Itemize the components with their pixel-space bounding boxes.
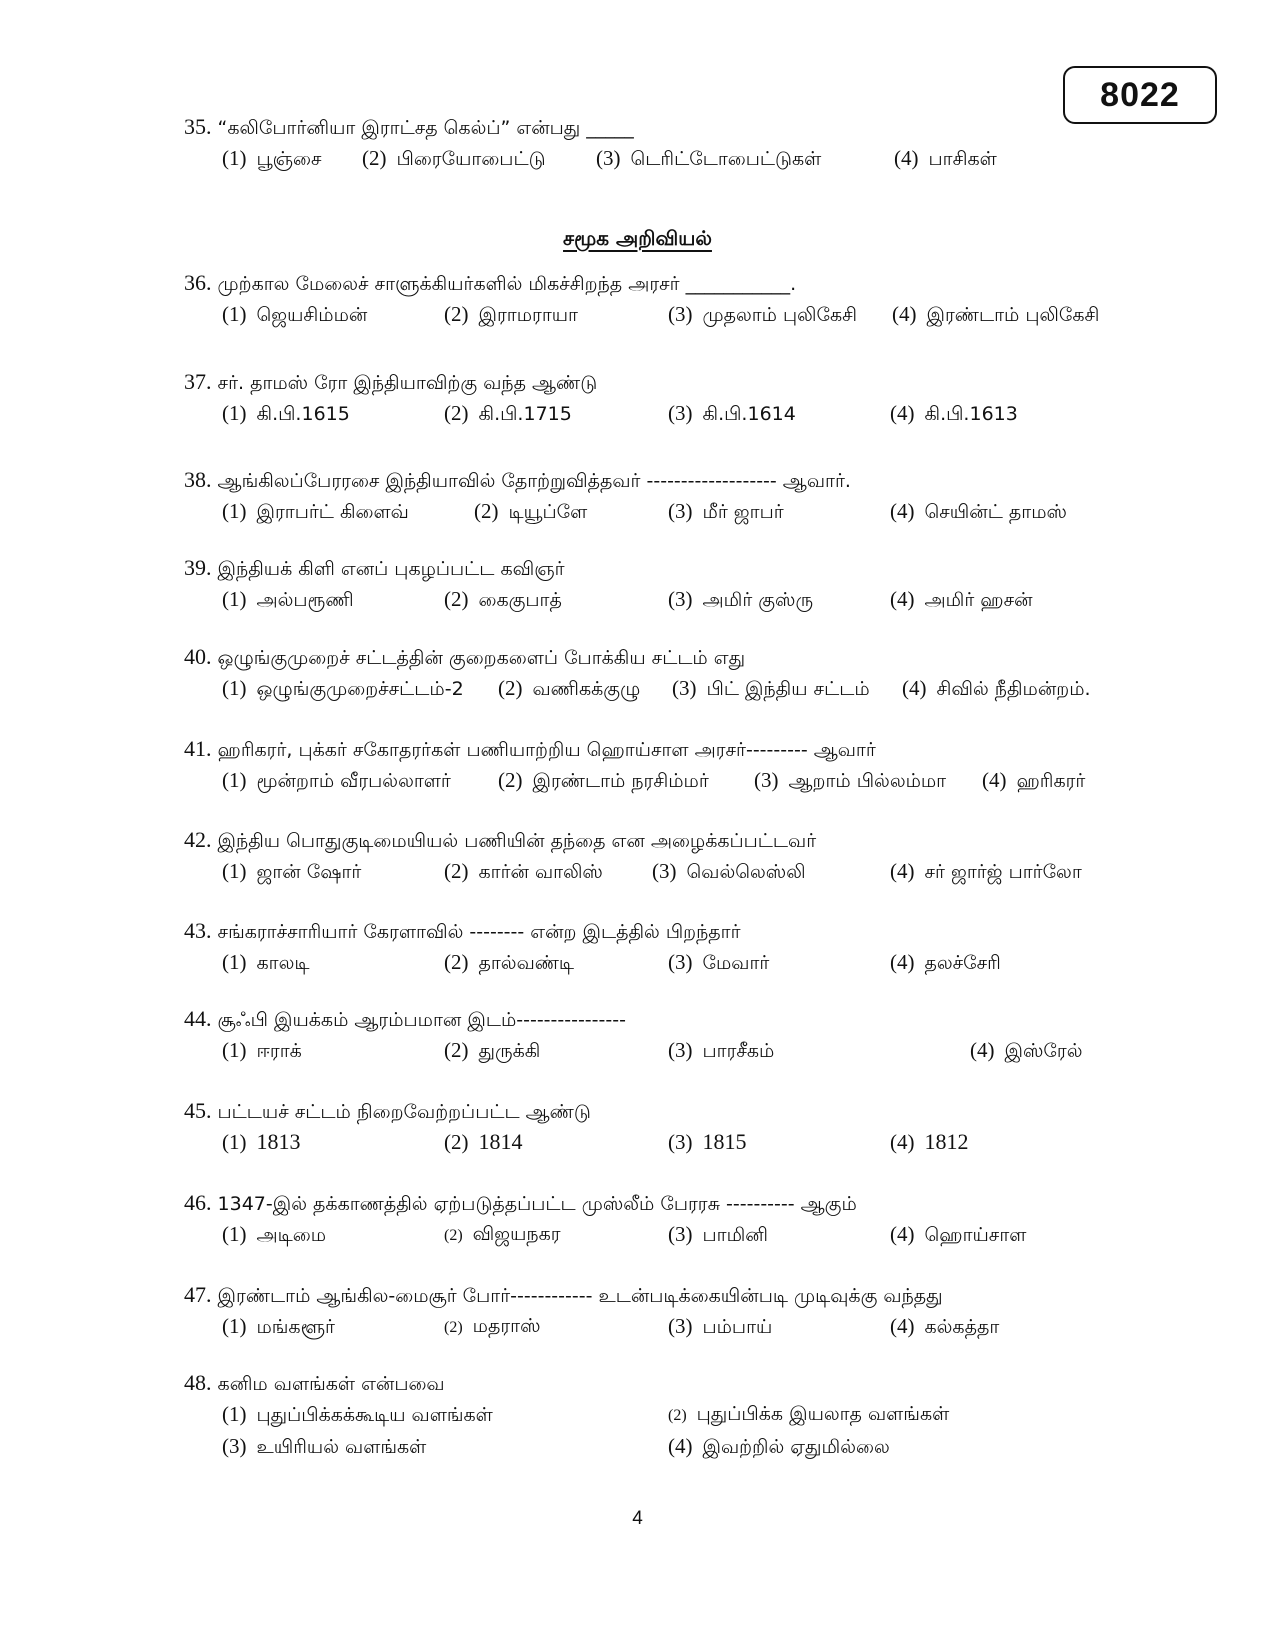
options-row [222,1310,1184,1342]
option-2: (2) கைகுபாத் [444,587,562,611]
option-4: (4) செயின்ட் தாமஸ் [890,499,1067,523]
question-number: 35. [184,114,212,139]
option-2: (2) வணிகக்குழு [498,676,641,700]
option-3: (3) ஆறாம் பில்லம்மா [754,768,947,792]
option-1: (1) ஈராக் [222,1038,302,1062]
question-text: பட்டயச் சட்டம் நிறைவேற்றப்பட்ட ஆண்டு [217,1101,591,1123]
options-row [222,1034,1184,1066]
option-3: (3) டெரிட்டோபைட்டுகள் [596,146,822,170]
question-text: ஆங்கிலப்பேரரசை இந்தியாவில் தோற்றுவித்தவர் ------------------- ஆவார். [217,470,851,492]
option-4: (4) ஹொய்சாள [890,1222,1027,1246]
option-1: (1) மூன்றாம் வீரபல்லாளர் [222,768,451,792]
question-40 [184,642,1184,704]
option-2: (2) டியூப்ளே [474,499,588,523]
option-1: (1) ஜான் ஷோர் [222,859,362,883]
question-number: 36. [184,270,212,295]
option-2: (2) கார்ன் வாலிஸ் [444,859,603,883]
option-4: (4) சிவில் நீதிமன்றம். [902,676,1091,700]
question-text: ஒழுங்குமுறைச் சட்டத்தின் குறைகளைப் போக்கிய சட்டம் எது [217,647,746,669]
question-48 [184,1368,1184,1462]
question-41 [184,734,1184,796]
question-42 [184,825,1184,887]
option-3: (3) வெல்லெஸ்லி [652,859,806,883]
question-text: சர். தாமஸ் ரோ இந்தியாவிற்கு வந்த ஆண்டு [217,372,598,394]
question-number: 42. [184,827,212,852]
options-row [222,855,1184,887]
option-2: (2) தால்வண்டி [444,950,575,974]
option-1: (1) ஒழுங்குமுறைச்சட்டம்-2 [222,676,464,700]
option-1: (1) அல்பரூணி [222,587,354,611]
option-1: (1) மங்களூர் [222,1314,335,1338]
options-row [222,1430,1184,1462]
option-2: (2) துருக்கி [444,1038,541,1062]
option-2: (2) 1814 [444,1129,523,1154]
option-1: (1) இராபர்ட் கிளைவ் [222,499,409,523]
options-row [222,764,1184,796]
option-4: (4) சர் ஜார்ஜ் பார்லோ [890,859,1082,883]
question-stem [184,112,1184,142]
options-row [222,946,1184,978]
question-number: 45. [184,1098,212,1123]
question-stem [184,642,1184,672]
option-2: (2) பிரையோபைட்டு [362,146,546,170]
option-4: (4) ஹரிகரர் [982,768,1086,792]
question-text: 1347-இல் தக்காணத்தில் ஏற்படுத்தப்பட்ட முஸ்லீம் பேரரசு ---------- ஆகும் [217,1193,857,1215]
option-3: (3) பாமினி [668,1222,768,1246]
section-title: சமூக அறிவியல் [563,226,712,250]
option-3: (3) மீர் ஜாபர் [668,499,784,523]
question-stem [184,465,1184,495]
option-2: (2) இராமராயா [444,302,578,326]
option-3: (3) மேவார் [668,950,770,974]
question-35 [184,112,1184,174]
option-3: (3) உயிரியல் வளங்கள் [222,1434,427,1458]
question-text: ஹரிகரர், புக்கர் சகோதரர்கள் பணியாற்றிய ஹொய்சாள அரசர்--------- ஆவார் [217,739,876,761]
question-text: இந்தியக் கிளி எனப் புகழப்பட்ட கவிஞர் [217,558,565,580]
option-4: (4) 1812 [890,1129,969,1154]
question-stem [184,367,1184,397]
question-39 [184,553,1184,615]
options-row [222,1218,1184,1250]
options-row [222,583,1184,615]
option-3: (3) கி.பி.1614 [668,401,796,425]
question-text: சூஃபி இயக்கம் ஆரம்பமான இடம்---------------- [217,1009,626,1031]
question-stem [184,268,1184,298]
option-3: (3) பாரசீகம் [668,1038,775,1062]
question-stem [184,553,1184,583]
option-3: (3) 1815 [668,1129,747,1154]
option-4: (4) இரண்டாம் புலிகேசி [892,302,1100,326]
question-text: “கலிபோர்னியா இராட்சத கெல்ப்” என்பது _____ [217,117,634,139]
question-46 [184,1188,1184,1250]
question-stem [184,1280,1184,1310]
question-number: 41. [184,736,212,761]
question-number: 39. [184,555,212,580]
question-number: 43. [184,918,212,943]
question-text: கனிம வளங்கள் என்பவை [217,1373,445,1395]
page-number: 4 [632,1508,643,1529]
options-row [222,142,1184,174]
paper-code: 8022 [1100,75,1180,114]
question-number: 40. [184,644,212,669]
question-number: 37. [184,369,212,394]
option-4: (4) இவற்றில் ஏதுமில்லை [668,1434,890,1458]
option-1: (1) 1813 [222,1129,301,1154]
question-number: 48. [184,1370,212,1395]
question-44 [184,1004,1184,1066]
option-3: (3) பிட் இந்திய சட்டம் [672,676,870,700]
question-37 [184,367,1184,429]
options-row [222,1398,1184,1430]
question-stem [184,1188,1184,1218]
option-2: (2) இரண்டாம் நரசிம்மர் [498,768,709,792]
question-text: சங்கராச்சாரியார் கேரளாவில் -------- என்ற இடத்தில் பிறந்தார் [217,921,741,943]
question-45 [184,1096,1184,1158]
question-number: 47. [184,1282,212,1307]
option-1: (1) ஜெயசிம்மன் [222,302,368,326]
question-stem [184,1368,1184,1398]
question-text: முற்கால மேலைச் சாளுக்கியர்களில் மிகச்சிறந்த அரசர் ___________. [217,273,797,295]
options-row [222,1126,1184,1158]
option-4: (4) அமிர் ஹசன் [890,587,1033,611]
option-4: (4) கி.பி.1613 [890,401,1018,425]
question-number: 44. [184,1006,212,1031]
question-stem [184,1004,1184,1034]
option-2: (2) விஜயநகர [444,1223,561,1245]
question-stem [184,825,1184,855]
option-4: (4) இஸ்ரேல் [970,1038,1083,1062]
question-text: இரண்டாம் ஆங்கில-மைசூர் போர்------------ உடன்படிக்கையின்படி முடிவுக்கு வந்தது [217,1285,943,1307]
question-number: 46. [184,1190,212,1215]
question-text: இந்திய பொதுகுடிமையியல் பணியின் தந்தை என அழைக்கப்பட்டவர் [217,830,817,852]
question-stem [184,1096,1184,1126]
option-4: (4) தலச்சேரி [890,950,1001,974]
option-2: (2) மதராஸ் [444,1315,541,1337]
option-3: (3) அமிர் குஸ்ரு [668,587,814,611]
options-row [222,495,1184,527]
option-1: (1) காலடி [222,950,310,974]
question-number: 38. [184,467,212,492]
question-43 [184,916,1184,978]
question-36 [184,268,1184,330]
option-4: (4) பாசிகள் [894,146,997,170]
option-4: (4) கல்கத்தா [890,1314,1000,1338]
question-stem [184,916,1184,946]
options-row [222,298,1184,330]
options-row [222,397,1184,429]
option-3: (3) பம்பாய் [668,1314,773,1338]
option-2: (2) புதுப்பிக்க இயலாத வளங்கள் [668,1403,950,1425]
option-3: (3) முதலாம் புலிகேசி [668,302,858,326]
option-1: (1) அடிமை [222,1222,327,1246]
option-1: (1) பூஞ்சை [222,146,322,170]
option-2: (2) கி.பி.1715 [444,401,572,425]
option-1: (1) புதுப்பிக்கக்கூடிய வளங்கள் [222,1402,493,1426]
options-row [222,672,1184,704]
question-38 [184,465,1184,527]
question-stem [184,734,1184,764]
option-1: (1) கி.பி.1615 [222,401,350,425]
question-47 [184,1280,1184,1342]
